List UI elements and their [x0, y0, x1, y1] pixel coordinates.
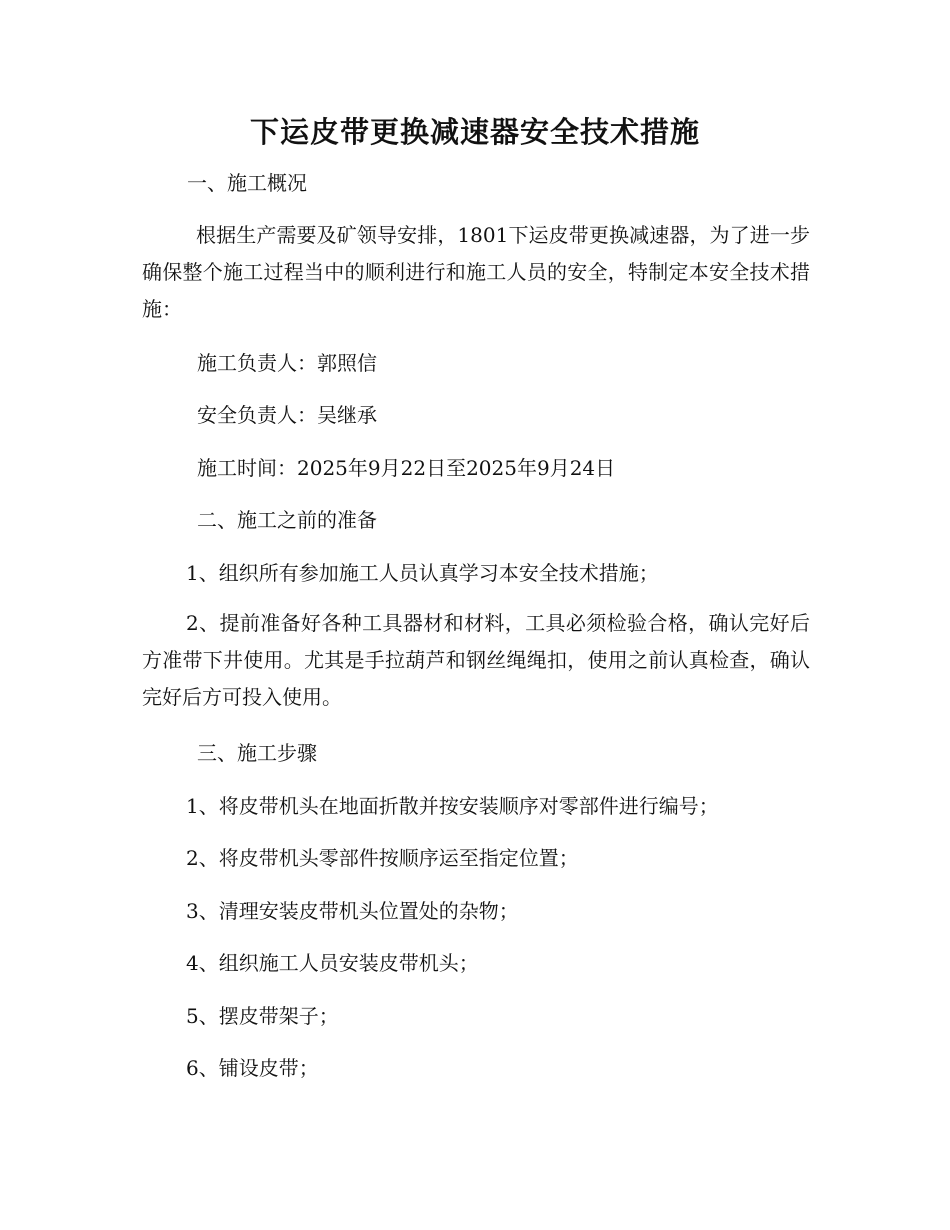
step-item: 4、组织施工人员安装皮带机头； — [186, 951, 479, 975]
step-item: 5、摆皮带架子； — [186, 1004, 339, 1028]
step-item: 1、将皮带机头在地面折散并按安装顺序对零部件进行编号； — [186, 794, 719, 818]
document-title: 下运皮带更换减速器安全技术措施 — [249, 115, 700, 149]
section-heading-steps: 三、施工步骤 — [197, 741, 317, 765]
preparation-item-1: 1、组织所有参加施工人员认真学习本安全技术措施； — [186, 561, 659, 585]
construction-lead: 施工负责人：郭照信 — [197, 351, 377, 375]
construction-schedule: 施工时间：2025年9月22日至2025年9月24日 — [197, 456, 616, 480]
preparation-item-2: 2、提前准备好各种工具器材和材料，工具必须检验合格，确认完好后方准带下井使用。尤其是手拉葫芦和钢丝绳绳扣，使用之前认真检查，确认完好后方可投入使用。 — [142, 611, 810, 709]
step-item: 2、将皮带机头零部件按顺序运至指定位置； — [186, 846, 579, 870]
step-item: 3、清理安装皮带机头位置处的杂物； — [186, 899, 519, 923]
safety-lead: 安全负责人：吴继承 — [197, 403, 377, 427]
section-heading-overview: 一、施工概况 — [187, 171, 307, 195]
overview-paragraph: 根据生产需要及矿领导安排，1801下运皮带更换减速器，为了进一步确保整个施工过程当中的顺利进行和施工人员的安全，特制定本安全技术措施： — [142, 223, 810, 321]
section-heading-preparation: 二、施工之前的准备 — [197, 508, 377, 532]
step-item: 6、铺设皮带； — [186, 1056, 319, 1080]
